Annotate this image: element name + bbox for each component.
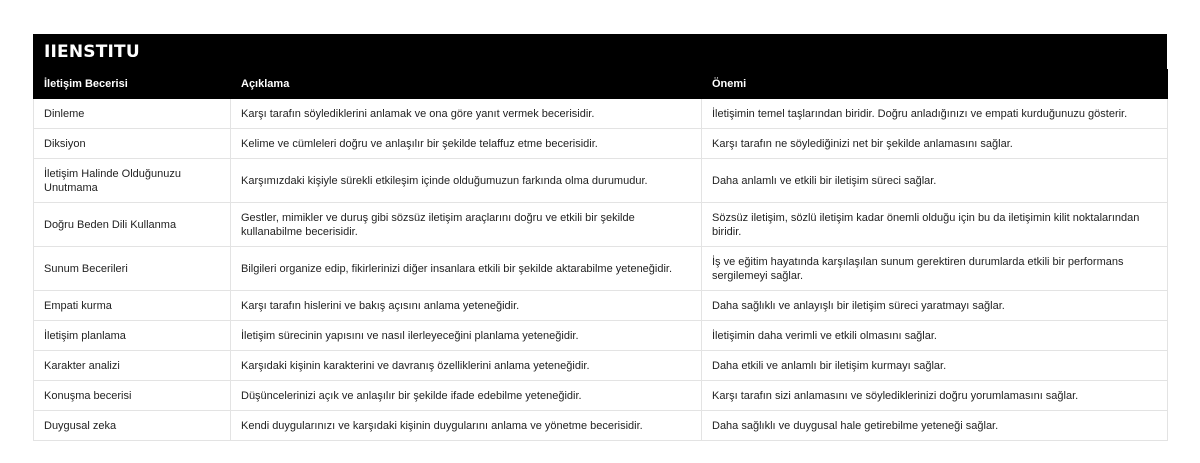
skills-table: [33, 69, 1168, 441]
cell-importance: İletişimin daha verimli ve etkili olmasını sağlar.: [702, 321, 1168, 351]
table-row: [34, 203, 1168, 247]
table-row: [34, 411, 1168, 441]
cell-importance: İş ve eğitim hayatında karşılaşılan sunum gerektiren durumlarda etkili bir performans sergilemeyi sağlar.: [702, 247, 1168, 291]
cell-importance: Daha etkili ve anlamlı bir iletişim kurmayı sağlar.: [702, 351, 1168, 381]
column-header-description: Açıklama: [231, 70, 702, 99]
column-header-skill: İletişim Becerisi: [34, 70, 231, 99]
cell-skill: Konuşma becerisi: [34, 381, 231, 411]
table-row: [34, 381, 1168, 411]
cell-description: Düşüncelerinizi açık ve anlaşılır bir şekilde ifade edebilme yeteneğidir.: [231, 381, 702, 411]
cell-importance: Daha sağlıklı ve anlayışlı bir iletişim süreci yaratmayı sağlar.: [702, 291, 1168, 321]
cell-description: İletişim sürecinin yapısını ve nasıl ilerleyeceğini planlama yeteneğidir.: [231, 321, 702, 351]
cell-importance: Sözsüz iletişim, sözlü iletişim kadar önemli olduğu için bu da iletişimin kilit noktalarından biridir.: [702, 203, 1168, 247]
table-row: [34, 351, 1168, 381]
cell-skill: İletişim Halinde Olduğunuzu Unutmama: [34, 159, 231, 203]
skills-table-container: [33, 34, 1167, 441]
brand-title: IIENSTITU: [44, 41, 140, 62]
cell-importance: Daha sağlıklı ve duygusal hale getirebilme yeteneği sağlar.: [702, 411, 1168, 441]
cell-skill: Dinleme: [34, 99, 231, 129]
cell-skill: İletişim planlama: [34, 321, 231, 351]
table-row: [34, 99, 1168, 129]
brand-header: [33, 34, 1167, 69]
cell-description: Gestler, mimikler ve duruş gibi sözsüz iletişim araçlarını doğru ve etkili bir şekilde kullanabilme becerisidir.: [231, 203, 702, 247]
table-row: [34, 291, 1168, 321]
table-row: [34, 129, 1168, 159]
table-row: [34, 321, 1168, 351]
cell-description: Kelime ve cümleleri doğru ve anlaşılır bir şekilde telaffuz etme becerisidir.: [231, 129, 702, 159]
cell-skill: Sunum Becerileri: [34, 247, 231, 291]
cell-description: Bilgileri organize edip, fikirlerinizi diğer insanlara etkili bir şekilde aktarabilme yeteneğidir.: [231, 247, 702, 291]
column-header-importance: Önemi: [702, 70, 1168, 99]
cell-skill: Duygusal zeka: [34, 411, 231, 441]
cell-skill: Karakter analizi: [34, 351, 231, 381]
cell-description: Karşımızdaki kişiyle sürekli etkileşim içinde olduğumuzun farkında olma durumudur.: [231, 159, 702, 203]
cell-description: Kendi duygularınızı ve karşıdaki kişinin duygularını anlama ve yönetme becerisidir.: [231, 411, 702, 441]
table-row: [34, 247, 1168, 291]
cell-skill: Diksiyon: [34, 129, 231, 159]
cell-importance: Karşı tarafın ne söylediğinizi net bir şekilde anlamasını sağlar.: [702, 129, 1168, 159]
cell-skill: Doğru Beden Dili Kullanma: [34, 203, 231, 247]
cell-importance: Daha anlamlı ve etkili bir iletişim süreci sağlar.: [702, 159, 1168, 203]
cell-description: Karşı tarafın hislerini ve bakış açısını anlama yeteneğidir.: [231, 291, 702, 321]
table-row: [34, 159, 1168, 203]
cell-description: Karşıdaki kişinin karakterini ve davranış özelliklerini anlama yeteneğidir.: [231, 351, 702, 381]
cell-description: Karşı tarafın söylediklerini anlamak ve ona göre yanıt vermek becerisidir.: [231, 99, 702, 129]
table-header-row: [34, 70, 1168, 99]
cell-importance: Karşı tarafın sizi anlamasını ve söylediklerinizi doğru yorumlamasını sağlar.: [702, 381, 1168, 411]
cell-importance: İletişimin temel taşlarından biridir. Doğru anladığınızı ve empati kurduğunuzu gösterir.: [702, 99, 1168, 129]
cell-skill: Empati kurma: [34, 291, 231, 321]
